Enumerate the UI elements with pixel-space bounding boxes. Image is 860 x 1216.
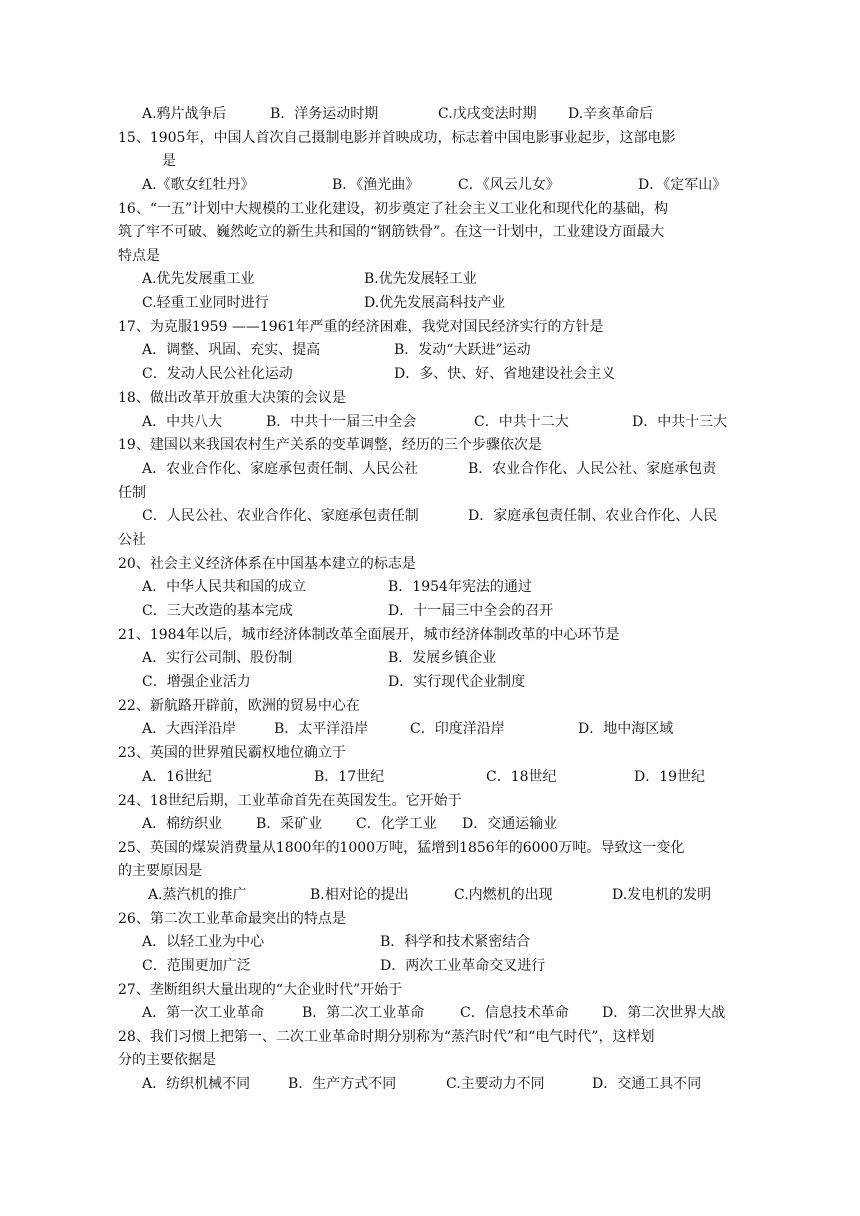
option-d: D.发电机的发明 (612, 887, 712, 903)
option-c: C．发动人民公社化运动 (142, 366, 293, 382)
question-text-line: 任制 (118, 485, 146, 501)
option-c: C．印度洋沿岸 (410, 721, 505, 737)
option-b: B．17世纪 (314, 769, 385, 785)
option-c: C．范围更加广泛 (142, 958, 251, 974)
option-b: B.优先发展轻工业 (364, 271, 477, 287)
option-a: A．棉纺织业 (142, 816, 223, 832)
option-b: B．洋务运动时期 (270, 106, 379, 122)
option-a: A.蒸汽机的推广 (148, 887, 247, 903)
option-a: A．调整、巩固、充实、提高 (142, 342, 321, 358)
option-d: D．十一届三中全会的召开 (388, 603, 554, 619)
option-c: C．三大改造的基本完成 (142, 603, 293, 619)
question-16: 16、“一五”计划中大规模的工业化建设，初步奠定了社会主义工业化和现代化的基础，构 (118, 201, 669, 217)
option-d: D．中共十三大 (632, 414, 728, 430)
option-d: D．两次工业革命交叉进行 (380, 958, 546, 974)
question-18: 18、做出改革开放重大决策的会议是 (118, 390, 346, 406)
option-a: A．大西洋沿岸 (142, 721, 237, 737)
option-b: B．1954年宪法的通过 (388, 579, 532, 595)
question-26: 26、第二次工业革命最突出的特点是 (118, 911, 346, 927)
option-a: A．实行公司制、股份制 (142, 650, 293, 666)
option-a: A.《歌女红牡丹》 (142, 177, 255, 193)
question-text-line: 是 (162, 153, 176, 169)
option-a: A．农业合作化、家庭承包责任制、人民公社 (142, 461, 419, 477)
option-b: B．太平洋沿岸 (274, 721, 369, 737)
option-d: D．第二次世界大战 (602, 1005, 726, 1021)
question-22: 22、新航路开辟前，欧洲的贸易中心在 (118, 698, 360, 714)
option-d: D．家庭承包责任制、农业合作化、人民 (468, 508, 718, 524)
option-a: A.鸦片战争后 (142, 106, 227, 122)
option-d: D．交通工具不同 (592, 1076, 702, 1092)
option-c: C．《风云儿女》 (458, 177, 560, 193)
question-25: 25、英国的煤炭消费量从1800年的1000万吨，猛增到1856年的6000万吨。导致这一变化 (118, 840, 685, 856)
question-17: 17、为克服1959 ——1961年严重的经济困难，我党对国民经济实行的方针是 (118, 319, 604, 335)
option-c: C.内燃机的出现 (454, 887, 553, 903)
question-24: 24、18世纪后期，工业革命首先在英国发生。它开始于 (118, 793, 462, 809)
option-a: A．中华人民共和国的成立 (142, 579, 307, 595)
option-c: C.主要动力不同 (446, 1076, 545, 1092)
question-23: 23、英国的世界殖民霸权地位确立于 (118, 745, 346, 761)
option-b: B．《渔光曲》 (332, 177, 420, 193)
option-b: B．第二次工业革命 (302, 1005, 425, 1021)
option-c: C．18世纪 (486, 769, 557, 785)
option-c: C．人民公社、农业合作化、家庭承包责任制 (142, 508, 419, 524)
question-20: 20、社会主义经济体系在中国基本建立的标志是 (118, 556, 416, 572)
option-d: D．实行现代企业制度 (388, 674, 526, 690)
option-d: D．19世纪 (634, 769, 706, 785)
option-b: B.相对论的提出 (310, 887, 409, 903)
option-a: A．中共八大 (142, 414, 223, 430)
option-c: C.戊戌变法时期 (438, 106, 537, 122)
option-a: A．以轻工业为中心 (142, 934, 265, 950)
option-a: A．纺织机械不同 (142, 1076, 251, 1092)
question-text-line: 分的主要依据是 (118, 1052, 216, 1068)
question-text-line: 特点是 (118, 248, 160, 264)
question-text-line: 公社 (118, 532, 146, 548)
option-b: B．科学和技术紧密结合 (380, 934, 531, 950)
option-a: A.优先发展重工业 (142, 271, 255, 287)
option-a: A．第一次工业革命 (142, 1005, 265, 1021)
question-text-line: 的主要原因是 (118, 863, 202, 879)
option-d: D．多、快、好、省地建设社会主义 (394, 366, 616, 382)
option-b: B．发展乡镇企业 (388, 650, 497, 666)
option-d: D.辛亥革命后 (568, 106, 654, 122)
option-c: C．中共十二大 (474, 414, 569, 430)
option-b: B．农业合作化、人民公社、家庭承包责 (468, 461, 717, 477)
option-c: C.轻重工业同时进行 (142, 295, 269, 311)
option-b: B．发动“大跃进”运动 (394, 342, 531, 358)
option-b: B．采矿业 (256, 816, 323, 832)
option-c: C．增强企业活力 (142, 674, 251, 690)
option-d: D.优先发展高科技产业 (364, 295, 506, 311)
option-d: D．地中海区域 (578, 721, 674, 737)
option-a: A．16世纪 (142, 769, 212, 785)
question-19: 19、建国以来我国农村生产关系的变革调整，经历的三个步骤依次是 (118, 437, 542, 453)
question-28: 28、我们习惯上把第一、二次工业革命时期分别称为“蒸汽时代”和“电气时代”，这样划 (118, 1029, 655, 1045)
option-c: C．信息技术革命 (460, 1005, 569, 1021)
question-15: 15、1905年，中国人首次自己摄制电影并首映成功，标志着中国电影事业起步，这部电影 (118, 130, 676, 146)
option-c: C．化学工业 (356, 816, 437, 832)
option-d: D．交通运输业 (462, 816, 558, 832)
option-b: B．中共十一届三中全会 (266, 414, 417, 430)
question-27: 27、垄断组织大量出现的“大企业时代”开始于 (118, 982, 403, 998)
question-21: 21、1984年以后，城市经济体制改革全面展开，城市经济体制改革的中心环节是 (118, 627, 620, 643)
question-text-line: 筑了牢不可破、巍然屹立的新生共和国的“钢筋铁骨”。在这一计划中，工业建设方面最大 (118, 224, 665, 240)
option-d: D．《定军山》 (638, 177, 727, 193)
option-b: B．生产方式不同 (288, 1076, 397, 1092)
